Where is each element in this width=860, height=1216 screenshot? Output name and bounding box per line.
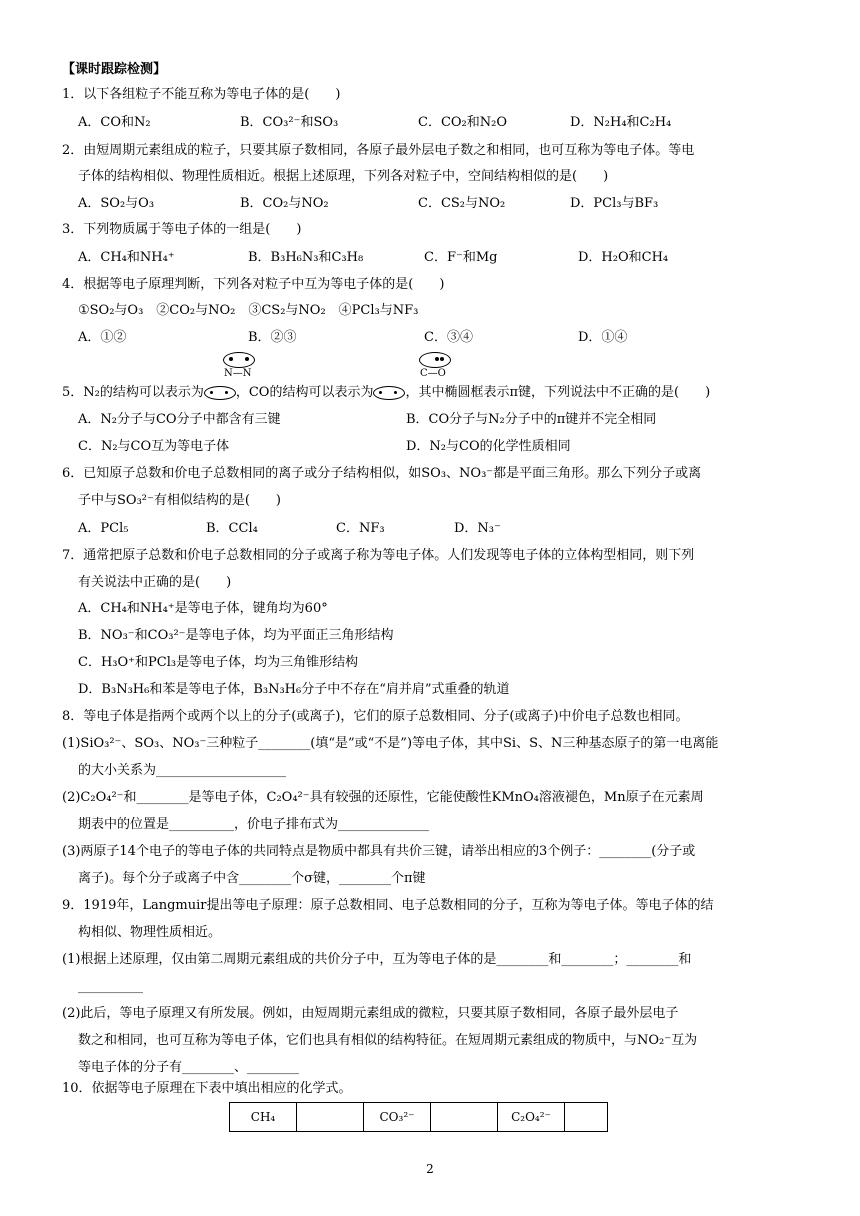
q1-option-a: A．CO和N₂ bbox=[78, 115, 151, 130]
q4-items: ①SO₂与O₃ ②CO₂与NO₂ ③CS₂与NO₂ ④PCl₃与NF₃ bbox=[78, 303, 419, 318]
q10-stem: 10．依据等电子原理在下表中填出相应的化学式。 bbox=[62, 1081, 352, 1096]
q8-stem: 8．等电子体是指两个或两个以上的分子(或离子)，它们的原子总数相同、分子(或离子)中价电子总数也相同。 bbox=[62, 709, 689, 724]
q7-option-b: B．NO₃⁻和CO₃²⁻是等电子体，均为平面正三角形结构 bbox=[78, 628, 394, 643]
q5-option-c: C．N₂与CO互为等电子体 bbox=[78, 439, 230, 454]
q4-option-b: B．②③ bbox=[248, 330, 297, 345]
q1-option-c: C．CO₂和N₂O bbox=[418, 115, 508, 130]
q1-option-b: B．CO₃²⁻和SO₃ bbox=[240, 115, 339, 130]
table-cell: CH₄ bbox=[230, 1103, 297, 1132]
q2-option-b: B．CO₂与NO₂ bbox=[240, 196, 329, 211]
q2-stem-1: 2．由短周期元素组成的粒子，只要其原子数相同，各原子最外层电子数之和相同，也可互称为等电子体。等电 bbox=[62, 143, 695, 158]
q3-option-b: B．B₃H₆N₃和C₃H₈ bbox=[248, 250, 364, 265]
q8-part1-b: 的大小关系为____________________ bbox=[78, 763, 287, 778]
q7-stem-1: 7．通常把原子总数和价电子总数相同的分子或离子称为等电子体。人们发现等电子体的立体构型相同，则下列 bbox=[62, 548, 695, 563]
q2-option-a: A．SO₂与O₃ bbox=[78, 196, 155, 211]
q5-stem: 5．N₂的结构可以表示为 ，CO的结构可以表示为 ，其中椭圆框表示π键，下列说法中不正确的是( ) bbox=[62, 385, 711, 400]
table-cell-blank[interactable] bbox=[565, 1103, 608, 1132]
q7-option-d: D．B₃N₃H₆和苯是等电子体，B₃N₃H₆分子中不存在“肩并肩”式重叠的轨道 bbox=[78, 682, 510, 697]
q4-option-a: A．①② bbox=[78, 330, 127, 345]
q9-part2-a: (2)此后，等电子原理又有所发展。例如，由短周期元素组成的微粒，只要其原子数相同，各原子最外层电子 bbox=[62, 1006, 679, 1021]
q3-option-a: A．CH₄和NH₄⁺ bbox=[78, 250, 175, 265]
pi-bond-ellipse-icon bbox=[223, 352, 255, 368]
q1-option-d: D．N₂H₄和C₂H₄ bbox=[570, 115, 672, 130]
co-inline-ellipse-icon bbox=[373, 386, 405, 400]
q5-option-a: A．N₂分子与CO分子中都含有三键 bbox=[78, 412, 281, 427]
table-cell-blank[interactable] bbox=[431, 1103, 498, 1132]
q2-option-c: C．CS₂与NO₂ bbox=[418, 196, 506, 211]
q6-option-d: D．N₃⁻ bbox=[454, 521, 501, 536]
q8-part3-a: (3)两原子14个电子的等电子体的共同特点是物质中都具有共价三键，请举出相应的3个例子：________(分子或 bbox=[62, 844, 696, 859]
q8-part2-a: (2)C₂O₄²⁻和________是等电子体，C₂O₄²⁻具有较强的还原性，它能使酸性KMnO₄溶液褪色，Mn原子在元素周 bbox=[62, 790, 704, 805]
q9-part1-b: __________ bbox=[78, 979, 143, 994]
q1-stem: 1．以下各组粒子不能互称为等电子体的是( ) bbox=[62, 87, 341, 102]
q3-stem: 3．下列物质属于等电子体的一组是( ) bbox=[62, 222, 302, 237]
q9-stem-2: 构相似、物理性质相近。 bbox=[78, 925, 222, 940]
q10-table bbox=[229, 1102, 608, 1132]
q6-stem-1: 6．已知原子总数和价电子总数相同的离子或分子结构相似，如SO₃、NO₃⁻都是平面三角形。那么下列分子或离 bbox=[62, 466, 702, 481]
n2-inline-ellipse-icon bbox=[204, 386, 236, 400]
q9-part2-c: 等电子体的分子有________、________ bbox=[78, 1060, 300, 1075]
n2-label: N—N bbox=[224, 368, 252, 379]
q7-option-a: A．CH₄和NH₄⁺是等电子体，键角均为60° bbox=[78, 601, 328, 616]
q8-part3-b: 离子)。每个分子或离子中含________个σ键，________个π键 bbox=[78, 871, 426, 886]
q9-stem-1: 9．1919年，Langmuir提出等电子原理：原子总数相同、电子总数相同的分子，互称为等电子体。等电子体的结 bbox=[62, 898, 714, 913]
q3-option-c: C．F⁻和Mg bbox=[424, 250, 498, 265]
table-cell: CO₃²⁻ bbox=[364, 1103, 431, 1132]
q6-option-b: B．CCl₄ bbox=[206, 521, 258, 536]
q8-part1-a: (1)SiO₃²⁻、SO₃、NO₃⁻三种粒子________(填“是”或“不是”)等电子体，其中Si、S、N三种基态原子的第一电离能 bbox=[62, 736, 719, 751]
q9-part2-b: 数之和相同，也可互称为等电子体，它们也具有相似的结构特征。在短周期元素组成的物质中，与NO₂⁻互为 bbox=[78, 1033, 698, 1048]
q7-stem-2: 有关说法中正确的是( ) bbox=[78, 575, 232, 590]
q4-option-d: D．①④ bbox=[578, 330, 628, 345]
q2-option-d: D．PCl₃与BF₃ bbox=[570, 196, 659, 211]
q6-stem-2: 子中与SO₃²⁻有相似结构的是( ) bbox=[78, 493, 281, 508]
q6-option-c: C．NF₃ bbox=[336, 521, 385, 536]
q7-option-c: C．H₃O⁺和PCl₃是等电子体，均为三角锥形结构 bbox=[78, 655, 359, 670]
q6-option-a: A．PCl₅ bbox=[78, 521, 129, 536]
co-label: C—O bbox=[420, 368, 446, 379]
q4-stem: 4．根据等电子原理判断，下列各对粒子中互为等电子体的是( ) bbox=[62, 277, 445, 292]
q2-stem-2: 子体的结构相似、物理性质相近。根据上述原理，下列各对粒子中，空间结构相似的是( ) bbox=[78, 169, 609, 184]
q8-part2-b: 期表中的位置是__________，价电子排布式为______________ bbox=[78, 817, 430, 832]
q9-part1-a: (1)根据上述原理，仅由第二周期元素组成的共价分子中，互为等电子体的是________和________；________和 bbox=[62, 952, 692, 967]
table-row bbox=[230, 1103, 608, 1132]
q5-option-d: D．N₂与CO的化学性质相同 bbox=[406, 439, 571, 454]
q3-option-d: D．H₂O和CH₄ bbox=[578, 250, 669, 265]
page-number: 2 bbox=[426, 1162, 434, 1176]
section-header: 【课时跟踪检测】 bbox=[62, 62, 167, 77]
table-cell-blank[interactable] bbox=[297, 1103, 364, 1132]
q5-option-b: B．CO分子与N₂分子中的π键并不完全相同 bbox=[406, 412, 657, 427]
table-cell: C₂O₄²⁻ bbox=[498, 1103, 565, 1132]
q4-option-c: C．③④ bbox=[424, 330, 473, 345]
